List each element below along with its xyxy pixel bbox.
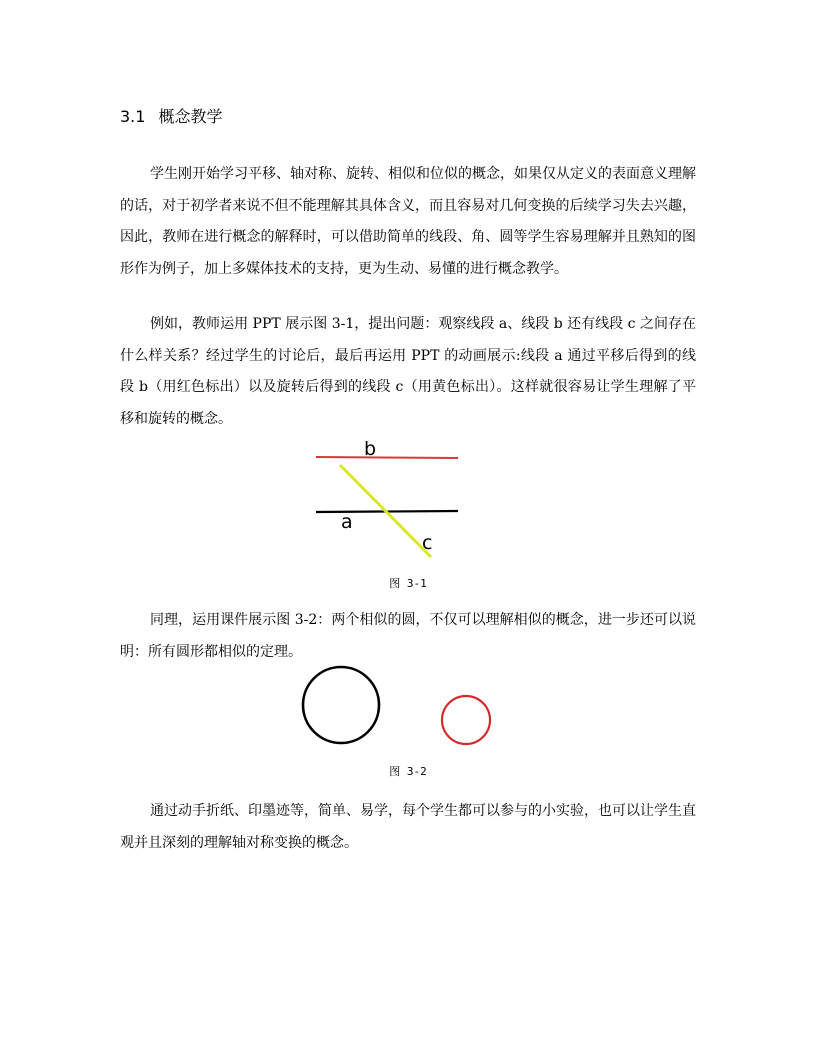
paragraph-2: 例如，教师运用 PPT 展示图 3-1，提出问题：观察线段 a、线段 b 还有线段 c 之间存在什么样关系？经过学生的讨论后，最后再运用 PPT 的动画展示:线段 a 通过平移后得到的线段 b（用红色标出）以及旋转后得到的线段 c（用黄色标出）。这样就很容易让学生理解了平移和旋转的概念。	[120, 316, 696, 427]
paragraph-4: 通过动手折纸、印墨迹等，简单、易学，每个学生都可以参与的小实验，也可以让学生直观并且深刻的理解轴对称变换的概念。	[120, 803, 696, 851]
section-title: 概念教学	[158, 107, 223, 126]
paragraph-1: 学生刚开始学习平移、轴对称、旋转、相似和位似的概念，如果仅从定义的表面意义理解的话，对于初学者来说不但不能理解其具体含义，而且容易对几何变换的后续学习失去兴趣，因此，教师在进行概念的解释时，可以借助简单的线段、角、圆等学生容易理解并且熟知的图形作为例子，加上多媒体技术的支持，更为生动、易懂的进行概念教学。	[120, 166, 696, 277]
circle-large	[303, 667, 379, 743]
segment-b	[316, 457, 458, 458]
figure-3-2-caption: 图 3-2	[389, 765, 427, 778]
paragraph-3: 同理，运用课件展示图 3-2：两个相似的圆，不仅可以理解相似的概念，进一步还可以说明：所有圆形都相似的定理。	[120, 612, 696, 660]
circle-small	[442, 696, 490, 744]
figure-3-1-caption: 图 3-1	[389, 577, 427, 590]
section-number: 3.1	[120, 107, 146, 126]
label-c: c	[422, 532, 433, 554]
label-a: a	[341, 511, 353, 533]
label-b: b	[364, 438, 377, 460]
